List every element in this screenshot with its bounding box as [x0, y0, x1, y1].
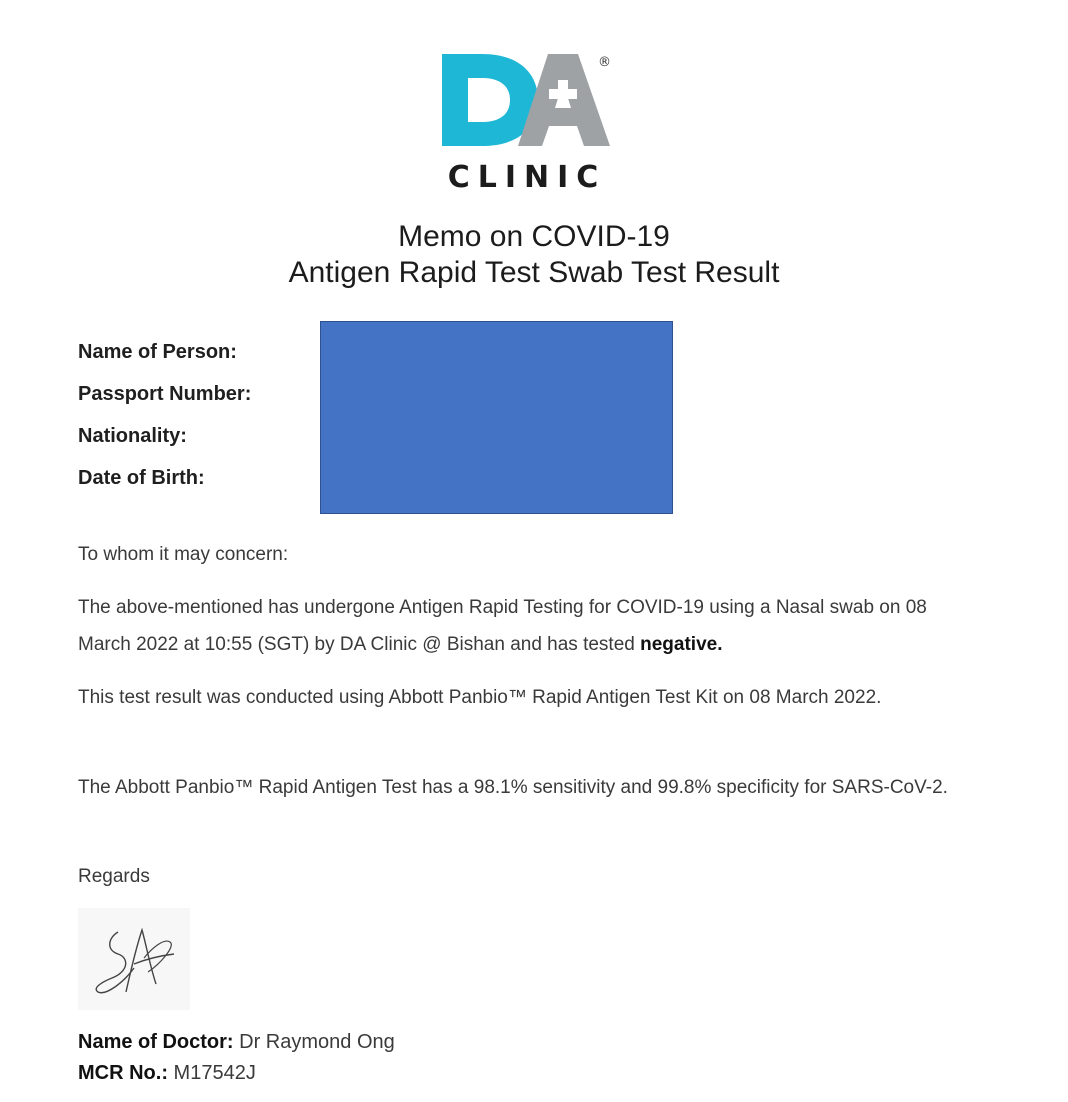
mcr-number-label: MCR No.:	[78, 1062, 168, 1084]
mcr-number-line	[78, 1062, 256, 1085]
name-of-person-label: Name of Person:	[78, 341, 237, 363]
test-result-value: negative.	[640, 634, 723, 655]
doctor-name-label: Name of Doctor:	[78, 1031, 234, 1053]
test-accuracy-paragraph: The Abbott Panbio™ Rapid Antigen Test has a 98.1% sensitivity and 99.8% specificity for SARS-CoV-2.	[78, 777, 948, 798]
test-result-text: The above-mentioned has undergone Antigen Rapid Testing for COVID-19 using a Nasal swab on 08 March 2022 at 10:55 (SGT) by DA Clinic @ Bishan and has tested	[78, 597, 927, 655]
signature-box	[78, 908, 190, 1010]
redaction-box	[320, 321, 673, 514]
passport-number-label: Passport Number:	[78, 383, 252, 405]
doctor-signature	[78, 908, 190, 1010]
clinic-wordmark: CLINIC	[447, 160, 607, 195]
mcr-number-value: M17542J	[167, 1062, 256, 1084]
registered-mark: ®	[598, 55, 611, 70]
nationality-label: Nationality:	[78, 425, 187, 447]
closing-text: Regards	[78, 866, 150, 887]
da-clinic-logo	[438, 50, 618, 150]
test-result-paragraph	[78, 589, 978, 663]
memo-title-line1: Memo on COVID-19	[398, 220, 670, 253]
test-kit-paragraph: This test result was conducted using Abbott Panbio™ Rapid Antigen Test Kit on 08 March 2022.	[78, 687, 882, 708]
date-of-birth-label: Date of Birth:	[78, 467, 205, 489]
doctor-name-line	[78, 1031, 395, 1054]
greeting-text: To whom it may concern:	[78, 544, 289, 565]
memo-title-line2: Antigen Rapid Test Swab Test Result	[288, 256, 780, 289]
doctor-name-value: Dr Raymond Ong	[233, 1031, 395, 1053]
